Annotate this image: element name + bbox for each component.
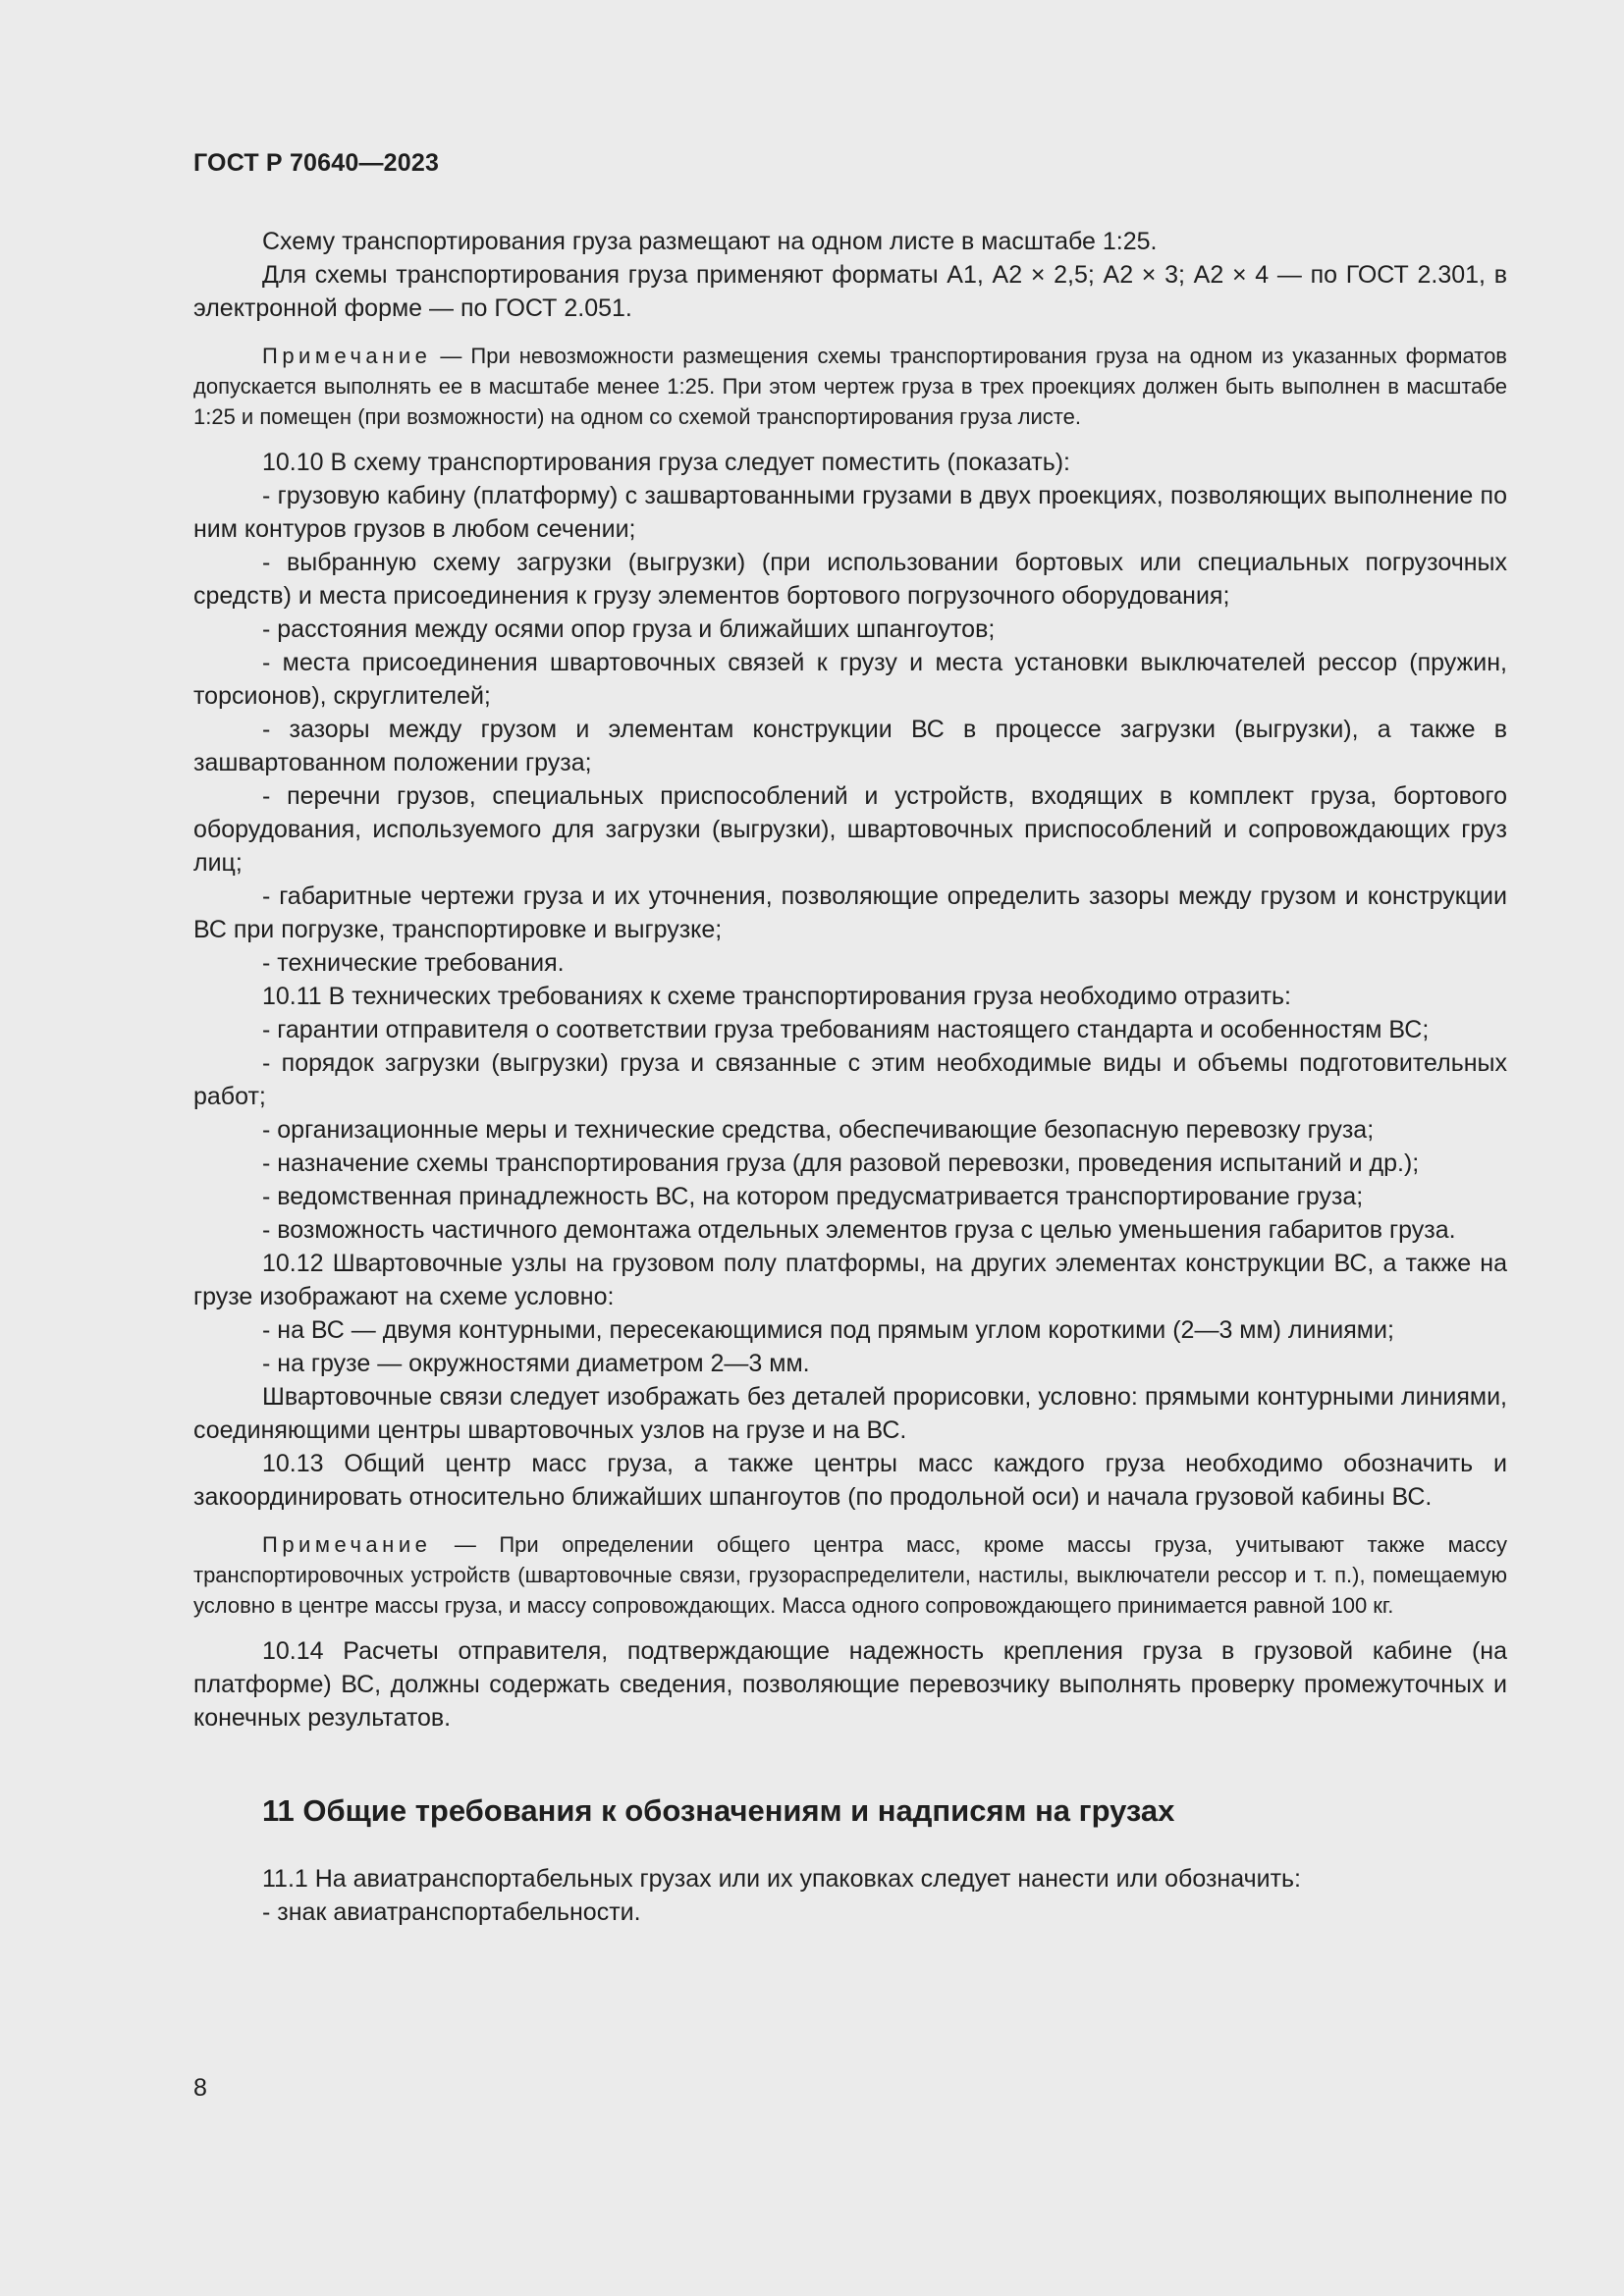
page-number: 8 xyxy=(193,2074,207,2102)
list-item: - гарантии отправителя о соответствии груза требованиям настоящего стандарта и особенностям ВС; xyxy=(262,1016,1430,1043)
list-item: - габаритные чертежи груза и их уточнения, позволяющие определить зазоры между грузом и конструкции ВС при погрузке, транспортировке и выгрузке; xyxy=(193,882,1507,943)
clause-10-14: 10.14 Расчеты отправителя, подтверждающие надежность крепления груза в грузовой кабине (на платформе) ВС, должны содержать сведения, позволяющие перевозчику выполнять проверку промежуточных и конечных результатов. xyxy=(193,1637,1507,1732)
list-item: - технические требования. xyxy=(262,949,565,977)
note-text: — При определении общего центра масс, кроме массы груза, учитывают также массу транспортировочных устройств (швартовочные связи, грузораспределители, настилы, выключатели рессор и т. п.), помещаемую условно в центре массы груза, и массу сопровождающих. Масса одного сопровождающего принимается равной 100 кг. xyxy=(193,1532,1507,1618)
list-item: - расстояния между осями опор груза и ближайших шпангоутов; xyxy=(262,615,996,643)
note-label: Примечание xyxy=(262,344,432,368)
list-item: - назначение схемы транспортирования груза (для разовой перевозки, проведения испытаний и др.); xyxy=(262,1149,1420,1177)
note-label: Примечание xyxy=(262,1532,432,1557)
note-paragraph xyxy=(193,1529,1507,1621)
list-item: - места присоединения швартовочных связей к грузу и места установки выключателей рессор (пружин, торсионов), скруглителей; xyxy=(193,649,1507,710)
section-heading: 11 Общие требования к обозначениям и надписям на грузах xyxy=(262,1793,1175,1828)
list-item: - грузовую кабину (платформу) с зашвартованными грузами в двух проекциях, позволяющих выполнение по ним контуров грузов в любом сечении; xyxy=(193,482,1507,543)
list-item: - ведомственная принадлежность ВС, на котором предусматривается транспортирование груза; xyxy=(262,1183,1364,1210)
list-item: - организационные меры и технические средства, обеспечивающие безопасную перевозку груза; xyxy=(262,1116,1375,1144)
note-text: — При невозможности размещения схемы транспортирования груза на одном из указанных форматов допускается выполнять ее в масштабе менее 1:25. При этом чертеж груза в трех проекциях должен быть выполнен в масштабе 1:25 и помещен (при возможности) на одном со схемой транспортирования груза листе. xyxy=(193,344,1507,429)
list-item: - зазоры между грузом и элементам конструкции ВС в процессе загрузки (выгрузки), а также в зашвартованном положении груза; xyxy=(193,716,1507,776)
list-item: - возможность частичного демонтажа отдельных элементов груза с целью уменьшения габаритов груза. xyxy=(262,1216,1456,1244)
clause-10-12: 10.12 Швартовочные узлы на грузовом полу платформы, на других элементах конструкции ВС, а также на грузе изображают на схеме условно: xyxy=(193,1250,1507,1310)
paragraph: Швартовочные связи следует изображать без деталей прорисовки, условно: прямыми контурными линиями, соединяющими центры швартовочных узлов на грузе и на ВС. xyxy=(193,1383,1507,1444)
document-body xyxy=(193,225,1507,1929)
clause-11-1: 11.1 На авиатранспортабельных грузах или их упаковках следует нанести или обозначить: xyxy=(262,1865,1301,1893)
paragraph: Для схемы транспортирования груза применяют форматы А1, А2 × 2,5; А2 × 3; А2 × 4 — по ГОСТ 2.301, в электронной форме — по ГОСТ 2.051. xyxy=(193,261,1507,322)
list-item: - перечни грузов, специальных приспособлений и устройств, входящих в комплект груза, бортового оборудования, используемого для загрузки (выгрузки), швартовочных приспособлений и сопровождающих груз лиц; xyxy=(193,782,1507,877)
list-item: - выбранную схему загрузки (выгрузки) (при использовании бортовых или специальных погрузочных средств) и места присоединения к грузу элементов бортового погрузочного оборудования; xyxy=(193,549,1507,610)
list-item: - на грузе — окружностями диаметром 2—3 мм. xyxy=(262,1350,810,1377)
list-item: - знак авиатранспортабельности. xyxy=(262,1898,641,1926)
paragraph: Схему транспортирования груза размещают на одном листе в масштабе 1:25. xyxy=(262,228,1158,255)
list-item: - на ВС — двумя контурными, пересекающимися под прямым углом короткими (2—3 мм) линиями; xyxy=(262,1316,1394,1344)
list-item: - порядок загрузки (выгрузки) груза и связанные с этим необходимые виды и объемы подготовительных работ; xyxy=(193,1049,1507,1110)
document-code-header: ГОСТ Р 70640—2023 xyxy=(193,149,440,177)
clause-10-10: 10.10 В схему транспортирования груза следует поместить (показать): xyxy=(262,449,1070,476)
clause-10-11: 10.11 В технических требованиях к схеме транспортирования груза необходимо отразить: xyxy=(262,983,1291,1010)
clause-10-13: 10.13 Общий центр масс груза, а также центры масс каждого груза необходимо обозначить и закоординировать относительно ближайших шпангоутов (по продольной оси) и начала грузовой кабины ВС. xyxy=(193,1450,1507,1511)
note-paragraph xyxy=(193,341,1507,432)
